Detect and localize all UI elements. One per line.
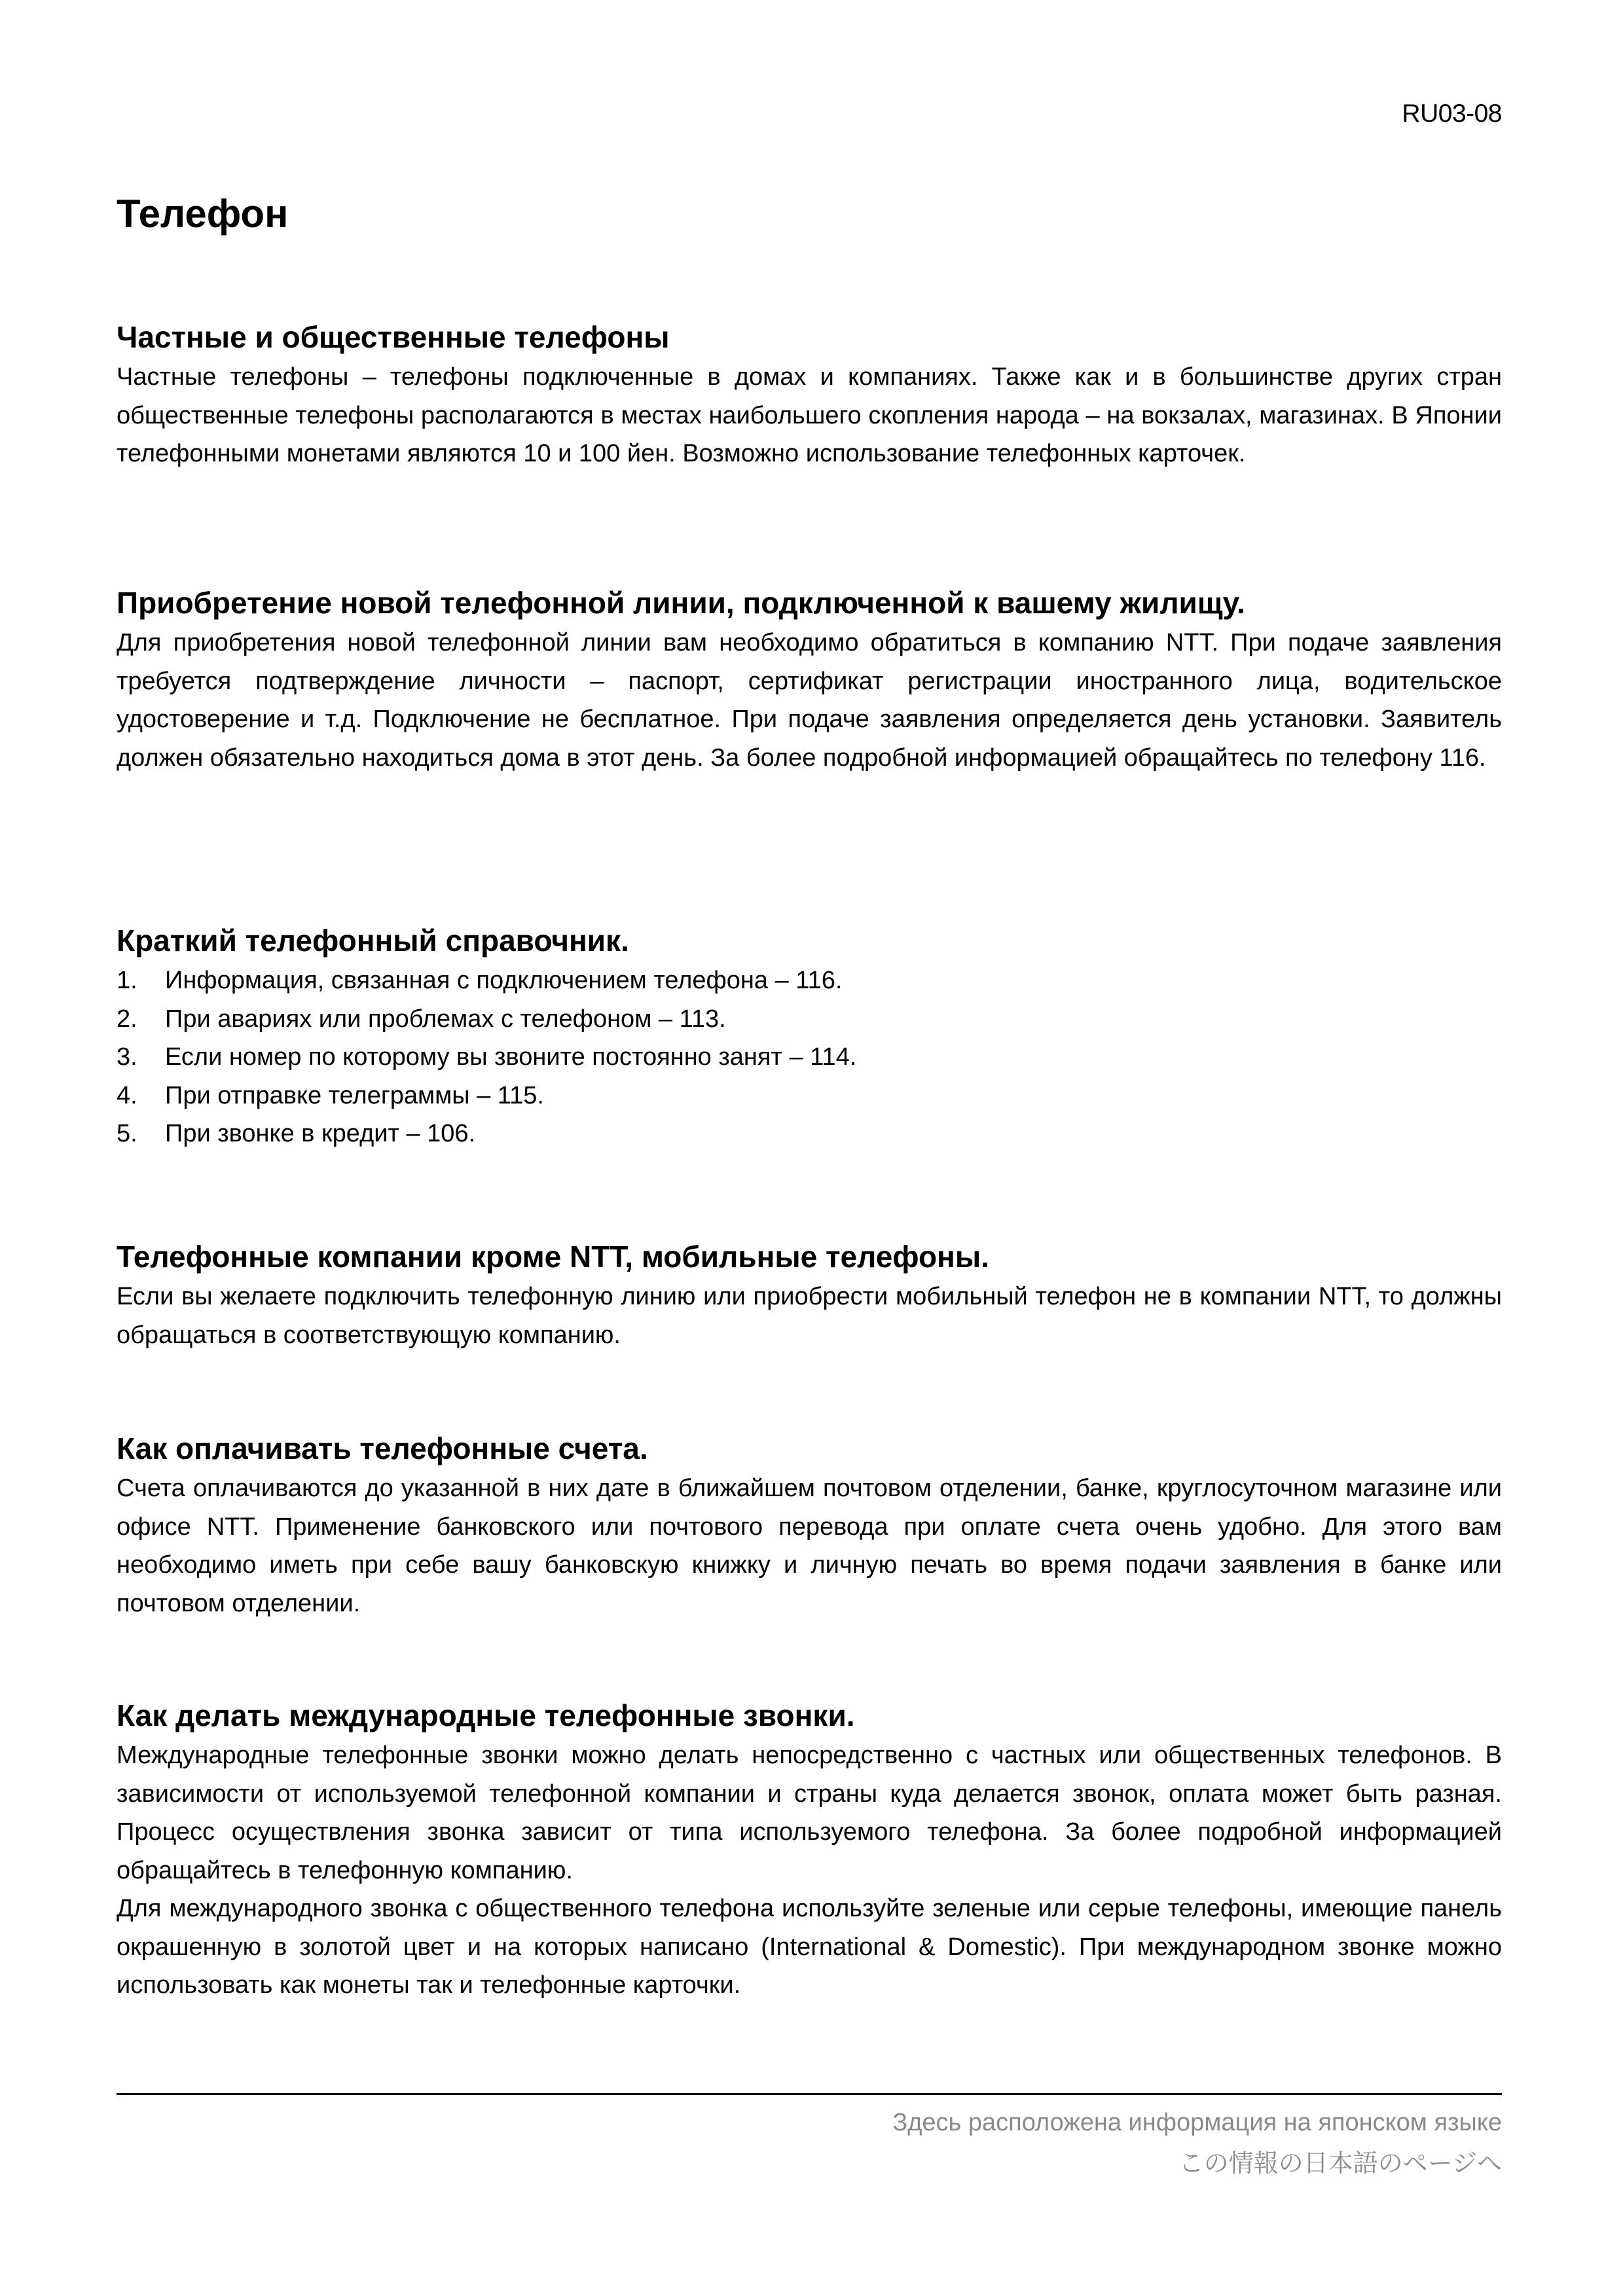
section-paying-bills: [117, 1430, 1502, 1623]
list-item-text: Если номер по которому вы звоните постоянно занят – 114.: [165, 1043, 857, 1071]
section-phone-directory: [117, 922, 1502, 1153]
section-paragraph: Для приобретения новой телефонной линии вам необходимо обратиться в компанию NTT. При подаче заявления требуется подтверждение личности – паспорт, сертификат регистрации иностранного лица, водительское удостоверение и т.д. Подключение не бесплатное. При подаче заявления определяется день установки. Заявитель должен обязательно находиться дома в этот день. За более подробной информацией обращайтесь по телефону 116.: [117, 629, 1502, 772]
list-item-number: 4.: [117, 1081, 137, 1109]
section-paragraph: Для международного звонка с общественного телефона используйте зеленые или серые телефоны, имеющие панель окрашенную в золотой цвет и на которых написано (International & Domestic). При международном звонке можно использовать как монеты так и телефонные карточки.: [117, 1895, 1502, 1999]
section-other-companies: [117, 1238, 1502, 1354]
document-code: RU03-08: [1402, 99, 1502, 128]
list-item-number: 5.: [117, 1120, 137, 1147]
section-paragraph: Международные телефонные звонки можно делать непосредственно с частных или общественных телефонов. В зависимости от используемой телефонной компании и страны куда делается звонок, оплата может быть разная. Процесс осуществления звонка зависит от типа используемого телефона. За более подробной информацией обращайтесь в телефонную компанию.: [117, 1742, 1502, 1884]
directory-list: [117, 961, 1502, 1153]
footer-divider: [117, 2093, 1502, 2095]
section-heading: Как оплачивать телефонные счета.: [117, 1431, 648, 1465]
list-item: [117, 1077, 1502, 1115]
list-item-text: Информация, связанная с подключением телефона – 116.: [165, 967, 843, 994]
section-international-calls: [117, 1697, 1502, 2005]
section-paragraph: Частные телефоны – телефоны подключенные в домах и компаниях. Также как и в большинстве других стран общественные телефоны располагаются в местах наибольшего скопления народа – на вокзалах, магазинах. В Японии телефонными монетами являются 10 и 100 йен. Возможно использование телефонных карточек.: [117, 363, 1502, 467]
section-new-line: [117, 584, 1502, 777]
section-heading: Как делать международные телефонные звонки.: [117, 1698, 855, 1732]
list-item-text: При отправке телеграммы – 115.: [165, 1081, 544, 1109]
japanese-page-link[interactable]: この情報の日本語のページへ: [1178, 2149, 1502, 2178]
list-item-text: При звонке в кредит – 106.: [165, 1120, 476, 1147]
document-page: [117, 0, 1502, 2296]
section-heading: Краткий телефонный справочник.: [117, 924, 629, 958]
section-paragraph: Счета оплачиваются до указанной в них дате в ближайшем почтовом отделении, банке, круглосуточном магазине или офисе NTT. Применение банковского или почтового перевода при оплате счета очень удобно. Для этого вам необходимо иметь при себе вашу банковскую книжку и личную печать во время подачи заявления в банке или почтовом отделении.: [117, 1475, 1502, 1617]
section-heading: Приобретение новой телефонной линии, подключенной к вашему жилищу.: [117, 586, 1245, 620]
section-heading: Телефонные компании кроме NTT, мобильные телефоны.: [117, 1240, 989, 1274]
list-item-number: 1.: [117, 967, 137, 994]
list-item: [117, 961, 1502, 1000]
list-item-text: При авариях или проблемах с телефоном – 113.: [165, 1005, 726, 1033]
list-item: [117, 1000, 1502, 1039]
list-item-number: 2.: [117, 1005, 137, 1033]
japanese-info-link[interactable]: Здесь расположена информация на японском языке: [892, 2109, 1502, 2136]
list-item-number: 3.: [117, 1043, 137, 1071]
section-heading: Частные и общественные телефоны: [117, 320, 670, 354]
section-private-public-phones: [117, 319, 1502, 473]
list-item: [117, 1115, 1502, 1153]
section-paragraph: Если вы желаете подключить телефонную линию или приобрести мобильный телефон не в компании NTT, то должны обращаться в соответствующую компанию.: [117, 1283, 1502, 1349]
page-title: Телефон: [117, 192, 289, 236]
list-item: [117, 1038, 1502, 1077]
